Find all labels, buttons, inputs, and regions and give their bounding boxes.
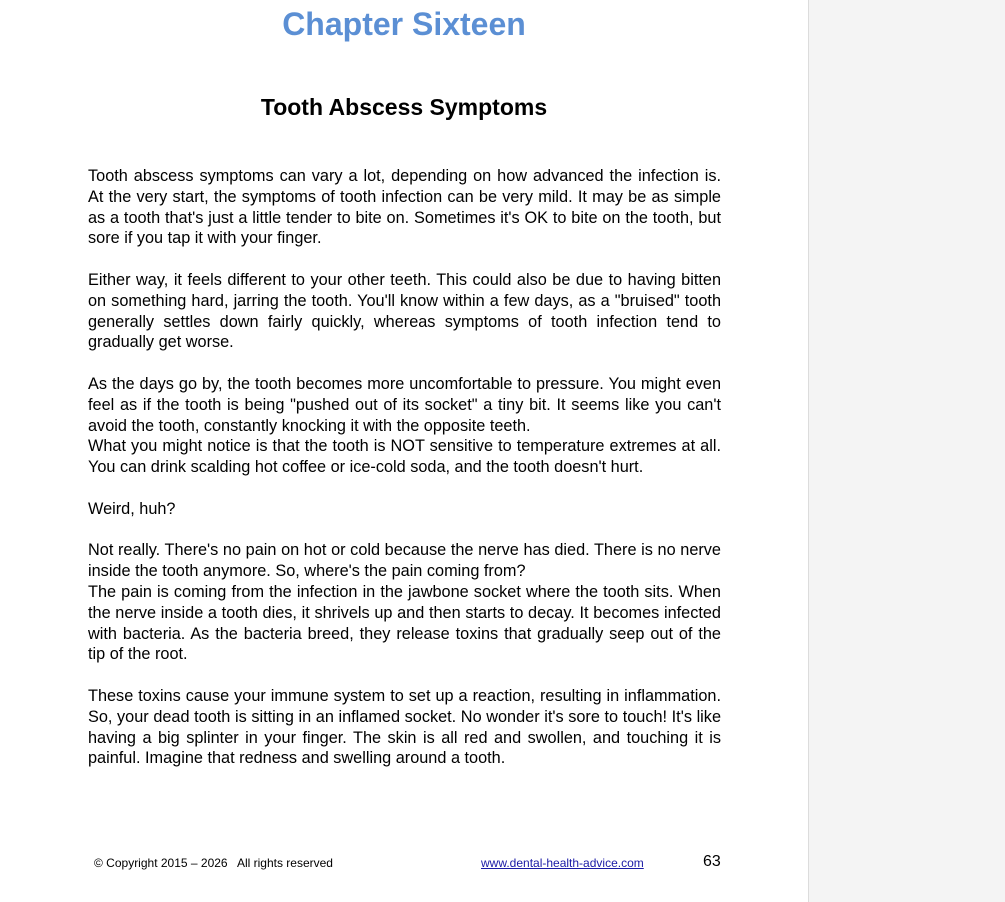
paragraph: As the days go by, the tooth becomes more uncomfortable to pressure. You might even feel as if the tooth is being "pushed out of its socket" a tiny bit. It seems like you can't avoid the tooth, constantly knocking it with the opposite teeth. [88,374,721,435]
paragraph: Either way, it feels different to your other teeth. This could also be due to having bitten on something hard, jarring the tooth. You'll know within a few days, as a "bruised" tooth generally settles down fairly quickly, whereas symptoms of tooth infection tend to gradually get worse. [88,270,721,352]
page-number: 63 [703,853,721,870]
website-link[interactable]: www.dental-health-advice.com [481,856,644,870]
copyright-text: © Copyright 2015 – 2026 All rights reserved [94,856,333,870]
paragraph: Tooth abscess symptoms can vary a lot, depending on how advanced the infection is. At the very start, the symptoms of tooth infection can be very mild. It may be as simple as a tooth that's just a little tender to bite on. Sometimes it's OK to bite on the tooth, but sore if you tap it with your finger. [88,167,721,248]
body-text [88,166,721,790]
page-footer [0,853,808,877]
chapter-title: Chapter Sixteen [282,6,526,42]
paragraph: The pain is coming from the infection in the jawbone socket where the tooth sits. When the nerve inside a tooth dies, it shrivels up and then starts to decay. It becomes infected with bacteria. As the bacteria breed, they release toxins that gradually seep out of the tip of the root. [88,582,721,664]
viewer-background [809,0,1005,902]
paragraph: Weird, huh? [88,499,176,518]
section-title: Tooth Abscess Symptoms [260,94,548,120]
paragraph: Not really. There's no pain on hot or cold because the nerve has died. There is no nerve inside the tooth anymore. So, where's the pain coming from? [88,541,721,581]
paragraph: What you might notice is that the tooth is NOT sensitive to temperature extremes at all. You can drink scalding hot coffee or ice-cold soda, and the tooth doesn't hurt. [88,437,721,477]
paragraph: These toxins cause your immune system to set up a reaction, resulting in inflammation. So, your dead tooth is sitting in an inflamed socket. No wonder it's sore to touch! It's like having a big splinter in your finger. The skin is all red and swollen, and touching it is painful. Imagine that redness and swelling around a tooth. [88,686,721,768]
